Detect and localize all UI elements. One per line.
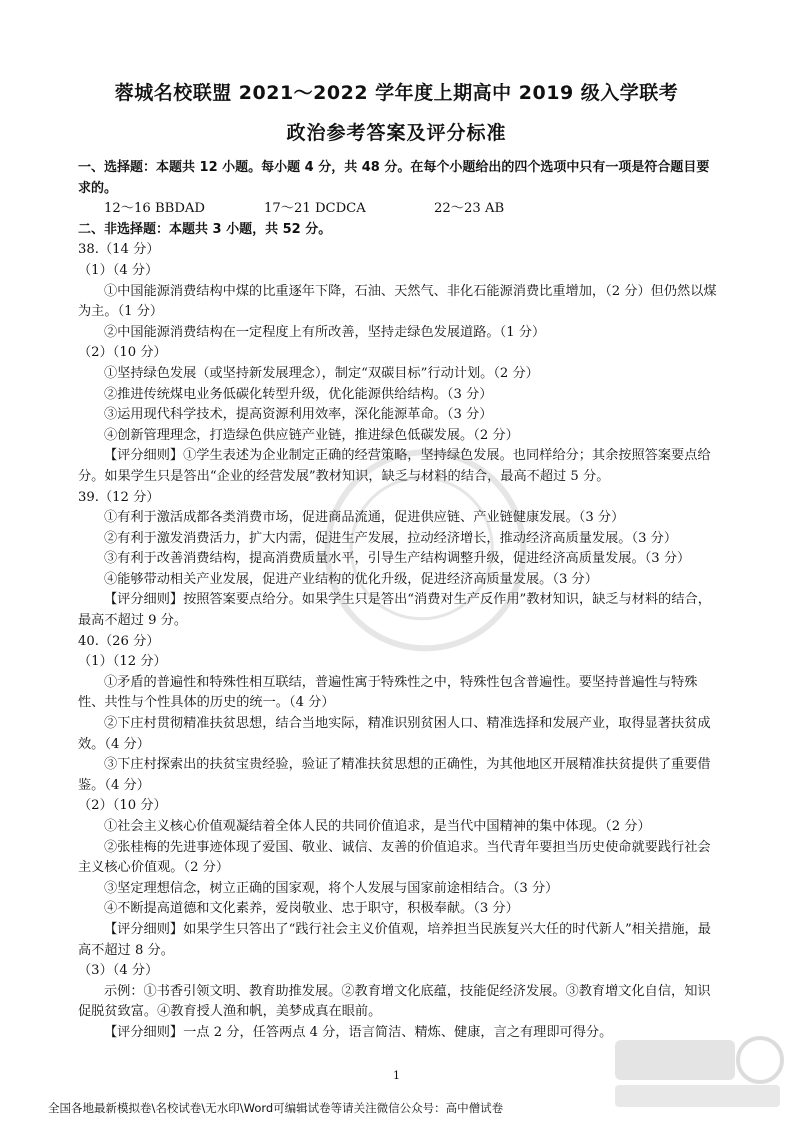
q40-part2-line: ③坚定理想信念，树立正确的国家观，将个人发展与国家前途相结合。（3 分） [104,880,559,896]
q40-part3-label: （3）（4 分） [78,963,159,979]
q39-line: ④能够带动相关产业发展，促进产业结构的优化升级，促进经济高质量发展。（3 分） [104,571,598,587]
q38-part1-label: （1）（4 分） [78,262,159,278]
q40-part2-line: ④不断提高道德和文化素养，爱岗敬业、忠于职守，积极奉献。（3 分） [104,901,519,917]
q40-part2-line: ②张桂梅的先进事迹体现了爱国、敬业、诚信、友善的价值追求。当代青年要担当历史使命就要践行社会主义核心价值观。（2 分） [78,839,711,876]
q40-part2-line: ①社会主义核心价值观凝结着全体人民的共同价值追求，是当代中国精神的集中体现。（2 分） [104,819,651,834]
q39-label: 39.（12 分） [78,489,160,505]
answer-group-3: 22～23 AB [434,201,505,217]
section-1-heading: 一、选择题：本题共 12 小题。每小题 4 分，共 48 分。在每个小题给出的四个选项中只有一项是符合题目要求的。 [78,160,710,196]
q40-part3-example: 示例：①书香引领文明、教育助推发展。②教育增文化底蕴，技能促经济发展。③教育增文化自信，知识促脱贫致富。④教育授人渔和帆，美梦成真在眼前。 [78,983,711,1020]
q38-label: 38.（14 分） [78,242,160,258]
answer-key-row [78,199,720,220]
footer-notice: 全国各地最新模拟卷\名校试卷\无水印\Word可编辑试卷等请关注微信公众号：高中僧试卷 [48,1101,504,1115]
q39-line: ②有利于激发消费活力，扩大内需，促进生产发展，拉动经济增长，推动经济高质量发展。（3 分） [104,530,678,546]
page-number: 1 [393,1069,400,1082]
document-title: 蓉城名校联盟 2021～2022 学年度上期高中 2019 级入学联考 [114,82,679,104]
document-subtitle: 政治参考答案及评分标准 [286,122,507,144]
section-2-heading: 二、非选择题：本题共 3 小题，共 52 分。 [78,221,332,237]
answer-group-2: 17～21 DCDCA [264,201,366,217]
q40-label: 40.（26 分） [78,633,160,649]
q40-part1-line: ③下庄村探索出的扶贫宝贵经验，验证了精准扶贫思想的正确性，为其他地区开展精准扶贫提供了重要借鉴。（4 分） [78,757,711,793]
q40-part1-line: ②下庄村贯彻精准扶贫思想，结合当地实际，精准识别贫困人口、精准选择和发展产业，取得显著扶贫成效。（4 分） [78,716,711,752]
q39-line: ③有利于改善消费结构，提高消费质量水平，引导生产结构调整升级，促进经济高质量发展。（3 分） [104,551,691,567]
q38-part2-line: ③运用现代科学技术，提高资源利用效率，深化能源革命。（3 分） [104,407,493,423]
q38-part2-label: （2）（10 分） [78,345,167,361]
document-body [78,158,720,1044]
q40-scoring-note: 【评分细则】如果学生只答出了“践行社会主义价值观，培养担当民族复兴大任的时代新人”相关措施，最高不超过 8 分。 [78,921,711,958]
q40-part2-label: （2）（10 分） [78,798,167,814]
q38-part2-line: ④创新管理理念，打造绿色供应链产业链，推进绿色低碳发展。（2 分） [104,427,519,443]
q38-part2-line: ①坚持绿色发展（或坚持新发展理念），制定“双碳目标”行动计划。（2 分） [104,365,539,381]
q38-part1-line: ①中国能源消费结构中煤的比重逐年下降，石油、天然气、非化石能源消费比重增加，（2 分）但仍然以煤为主。（1 分） [78,283,717,320]
q38-part2-line: ②推进传统煤电业务低碳化转型升级，优化能源供给结构。（3 分） [104,386,493,402]
q40-scoring-note: 【评分细则】一点 2 分，任答两点 4 分，语言简洁、精炼、健康，言之有理即可得分。 [104,1024,613,1040]
q40-part1-label: （1）（12 分） [78,654,167,670]
q39-scoring-note: 【评分细则】按照答案要点给分。如果学生只是答出“消费对生产反作用”教材知识，缺乏与材料的结合，最高不超过 9 分。 [78,592,711,629]
q38-part1-line: ②中国能源消费结构在一定程度上有所改善，坚持走绿色发展道路。（1 分） [104,324,546,340]
answer-group-1: 12～16 BBDAD [104,201,205,217]
q38-scoring-note: 【评分细则】①学生表述为企业制定正确的经营策略，坚持绿色发展。也同样给分；其余按照答案要点给分。如果学生只是答出“企业的经营发展”教材知识，缺乏与材料的结合，最高不超过 5 分。 [78,448,711,484]
q39-line: ①有利于激活成都各类消费市场，促进商品流通，促进供应链、产业链健康发展。（3 分） [104,510,625,526]
q40-part1-line: ①矛盾的普遍性和特殊性相互联结，普遍性寓于特殊性之中，特殊性包含普遍性。要坚持普遍性与特殊性、共性与个性具体的历史的统一。（4 分） [78,674,698,711]
